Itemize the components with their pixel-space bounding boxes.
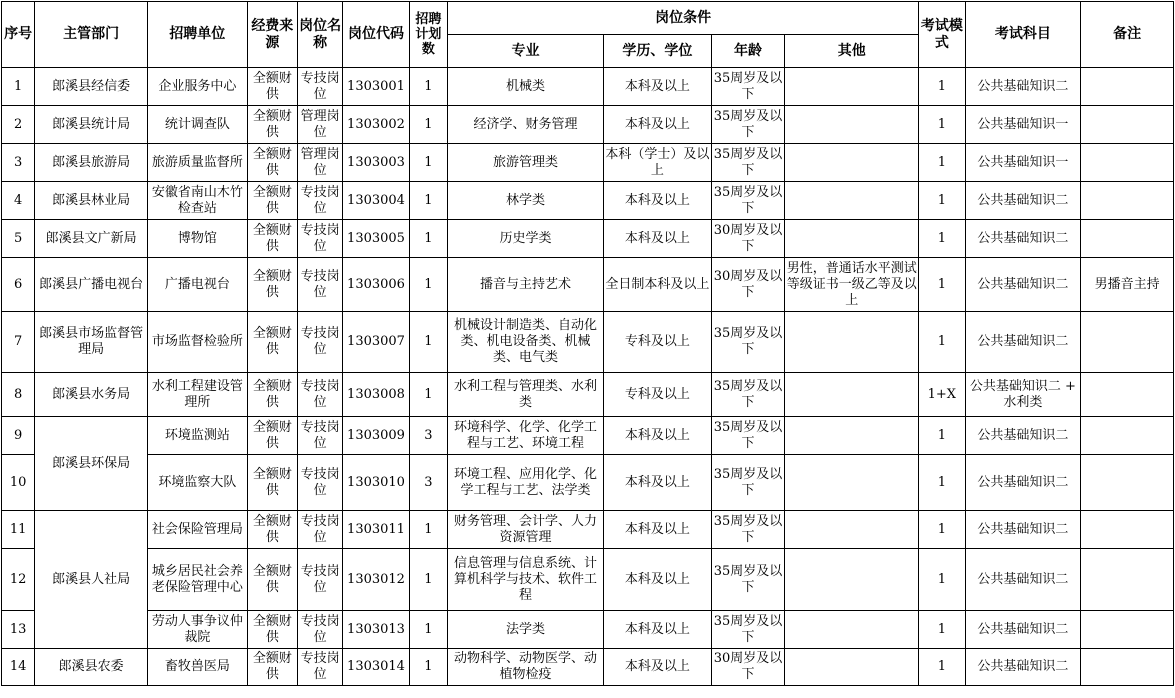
table-row: [2, 68, 1174, 106]
subject-text: 公共基础知识二 + 水利类: [969, 378, 1076, 410]
cell-unit: 安徽省南山木竹检查站: [147, 182, 247, 220]
header-fund: 经费来源: [247, 2, 297, 68]
cell-remark: [1081, 312, 1174, 373]
cell-unit: 城乡居民社会养老保险管理中心: [147, 549, 247, 611]
cell-other: [785, 455, 919, 511]
cell-code: 1303005: [343, 220, 409, 258]
cell-other: [785, 220, 919, 258]
cell-fund: 全额财供: [247, 511, 297, 549]
cell-code: 1303001: [343, 68, 409, 106]
cell-plan: 1: [409, 68, 447, 106]
cell-subject: 公共基础知识二: [965, 220, 1081, 258]
cell-other: [785, 611, 919, 649]
cell-fund: 全额财供: [247, 258, 297, 312]
cell-edu: 本科（学士）及以上: [604, 144, 712, 182]
cell-post: 专技岗位: [297, 373, 342, 417]
cell-post: 专技岗位: [297, 511, 342, 549]
cell-post: 专技岗位: [297, 549, 342, 611]
cell-mode: 1+X: [919, 373, 965, 417]
cell-edu: 本科及以上: [604, 649, 712, 686]
cell-code: 1303006: [343, 258, 409, 312]
cell-age: 35周岁及以下: [711, 106, 785, 144]
cell-seq: 11: [2, 511, 35, 549]
cell-unit: 畜牧兽医局: [147, 649, 247, 686]
cell-fund: 全额财供: [247, 549, 297, 611]
cell-major: 环境科学、化学、化学工程与工艺、环境工程: [447, 417, 603, 455]
cell-edu: 本科及以上: [604, 455, 712, 511]
cell-seq: 8: [2, 373, 35, 417]
cell-seq: 7: [2, 312, 35, 373]
cell-unit: 水利工程建设管理所: [147, 373, 247, 417]
cell-code: 1303013: [343, 611, 409, 649]
cell-unit: 市场监督检验所: [147, 312, 247, 373]
cell-post: 专技岗位: [297, 611, 342, 649]
cell-plan: 1: [409, 258, 447, 312]
cell-unit: 环境监察大队: [147, 455, 247, 511]
cell-fund: 全额财供: [247, 312, 297, 373]
cell-major: 财务管理、会计学、人力资源管理: [447, 511, 603, 549]
cell-major: 机械设计制造类、自动化类、机电设备类、机械类、电气类: [447, 312, 603, 373]
cell-seq: 5: [2, 220, 35, 258]
cell-remark: [1081, 611, 1174, 649]
cell-dept: 郎溪县林业局: [35, 182, 148, 220]
cell-major: 水利工程与管理类、水利类: [447, 373, 603, 417]
table-row: [2, 106, 1174, 144]
cell-plan: 3: [409, 417, 447, 455]
cell-plan: 1: [409, 549, 447, 611]
header-major: 专业: [447, 35, 603, 68]
table-row: [2, 611, 1174, 649]
cell-remark: [1081, 373, 1174, 417]
cell-edu: 本科及以上: [604, 182, 712, 220]
table-row: [2, 312, 1174, 373]
cell-fund: 全额财供: [247, 417, 297, 455]
cell-fund: 全额财供: [247, 455, 297, 511]
header-seq: 序号: [2, 2, 35, 68]
cell-major: 机械类: [447, 68, 603, 106]
cell-mode: 1: [919, 106, 965, 144]
cell-dept: 郎溪县市场监督管理局: [35, 312, 148, 373]
cell-other: [785, 417, 919, 455]
table-row: [2, 182, 1174, 220]
cell-plan: 1: [409, 182, 447, 220]
cell-edu: 本科及以上: [604, 611, 712, 649]
cell-dept: 郎溪县环保局: [35, 417, 148, 511]
cell-edu: 本科及以上: [604, 549, 712, 611]
cell-dept: 郎溪县旅游局: [35, 144, 148, 182]
cell-age: 35周岁及以下: [711, 611, 785, 649]
cell-age: 35周岁及以下: [711, 373, 785, 417]
header-other: 其他: [785, 35, 919, 68]
header-age: 年龄: [711, 35, 785, 68]
header-exam-mode: 考试模式: [919, 2, 965, 68]
cell-subject: 公共基础知识二: [965, 549, 1081, 611]
cell-major: 环境工程、应用化学、化学工程与工艺、法学类: [447, 455, 603, 511]
cell-other: 男性，普通话水平测试等级证书一级乙等及以上: [785, 258, 919, 312]
cell-subject: 公共基础知识二: [965, 611, 1081, 649]
cell-other: [785, 511, 919, 549]
cell-edu: 全日制本科及以上: [604, 258, 712, 312]
header-dept: 主管部门: [35, 2, 148, 68]
cell-dept: 郎溪县经信委: [35, 68, 148, 106]
cell-code: 1303008: [343, 373, 409, 417]
cell-dept: 郎溪县统计局: [35, 106, 148, 144]
cell-remark: [1081, 144, 1174, 182]
cell-seq: 6: [2, 258, 35, 312]
table-row: [2, 549, 1174, 611]
header-plan: 招聘计划数: [409, 2, 447, 68]
cell-mode: 1: [919, 611, 965, 649]
cell-mode: 1: [919, 649, 965, 686]
cell-edu: 专科及以上: [604, 312, 712, 373]
cell-subject: 公共基础知识二: [965, 312, 1081, 373]
cell-dept: 郎溪县人社局: [35, 511, 148, 649]
cell-remark: [1081, 68, 1174, 106]
table-row: [2, 144, 1174, 182]
cell-fund: 全额财供: [247, 106, 297, 144]
table-row: [2, 417, 1174, 455]
header-remark: 备注: [1081, 2, 1174, 68]
cell-seq: 1: [2, 68, 35, 106]
cell-seq: 2: [2, 106, 35, 144]
cell-code: 1303009: [343, 417, 409, 455]
cell-mode: 1: [919, 312, 965, 373]
cell-age: 30周岁及以下: [711, 220, 785, 258]
header-edu: 学历、学位: [604, 35, 712, 68]
cell-remark: [1081, 649, 1174, 686]
header-conditions: 岗位条件: [447, 2, 918, 35]
cell-fund: 全额财供: [247, 68, 297, 106]
cell-major: 历史学类: [447, 220, 603, 258]
cell-mode: 1: [919, 258, 965, 312]
cell-major: 旅游管理类: [447, 144, 603, 182]
cell-dept: 郎溪县水务局: [35, 373, 148, 417]
cell-mode: 1: [919, 144, 965, 182]
cell-other: [785, 144, 919, 182]
cell-post: 管理岗位: [297, 106, 342, 144]
cell-dept: 郎溪县广播电视台: [35, 258, 148, 312]
cell-code: 1303014: [343, 649, 409, 686]
cell-other: [785, 182, 919, 220]
cell-unit: 统计调查队: [147, 106, 247, 144]
cell-plan: 1: [409, 312, 447, 373]
cell-post: 专技岗位: [297, 258, 342, 312]
cell-major: 信息管理与信息系统、计算机科学与技术、软件工程: [447, 549, 603, 611]
cell-edu: 本科及以上: [604, 68, 712, 106]
cell-fund: 全额财供: [247, 220, 297, 258]
cell-seq: 13: [2, 611, 35, 649]
cell-code: 1303011: [343, 511, 409, 549]
cell-plan: 1: [409, 511, 447, 549]
cell-code: 1303007: [343, 312, 409, 373]
cell-subject: 公共基础知识二: [965, 649, 1081, 686]
table-row: [2, 649, 1174, 686]
cell-post: 专技岗位: [297, 417, 342, 455]
cell-major: 经济学、财务管理: [447, 106, 603, 144]
cell-plan: 3: [409, 455, 447, 511]
cell-mode: 1: [919, 182, 965, 220]
cell-remark: [1081, 511, 1174, 549]
cell-seq: 14: [2, 649, 35, 686]
cell-post: 专技岗位: [297, 182, 342, 220]
cell-mode: 1: [919, 417, 965, 455]
cell-other: [785, 106, 919, 144]
cell-fund: 全额财供: [247, 611, 297, 649]
cell-edu: 本科及以上: [604, 511, 712, 549]
table-row: [2, 258, 1174, 312]
cell-remark: [1081, 182, 1174, 220]
cell-code: 1303012: [343, 549, 409, 611]
cell-seq: 10: [2, 455, 35, 511]
table-row: [2, 455, 1174, 511]
cell-dept: 郎溪县文广新局: [35, 220, 148, 258]
cell-seq: 3: [2, 144, 35, 182]
cell-major: 林学类: [447, 182, 603, 220]
table-row: [2, 220, 1174, 258]
header-exam-subject: 考试科目: [965, 2, 1081, 68]
cell-code: 1303003: [343, 144, 409, 182]
cell-other: [785, 312, 919, 373]
cell-mode: 1: [919, 549, 965, 611]
cell-code: 1303002: [343, 106, 409, 144]
cell-plan: 1: [409, 144, 447, 182]
cell-subject: [965, 373, 1081, 417]
cell-age: 35周岁及以下: [711, 182, 785, 220]
cell-age: 35周岁及以下: [711, 417, 785, 455]
recruitment-table: [1, 1, 1174, 686]
cell-mode: 1: [919, 511, 965, 549]
cell-plan: 1: [409, 220, 447, 258]
cell-fund: 全额财供: [247, 373, 297, 417]
table-row: [2, 511, 1174, 549]
cell-subject: 公共基础知识二: [965, 68, 1081, 106]
cell-other: [785, 373, 919, 417]
cell-fund: 全额财供: [247, 182, 297, 220]
cell-major: 动物科学、动物医学、动植物检疫: [447, 649, 603, 686]
cell-remark: [1081, 417, 1174, 455]
cell-fund: 全额财供: [247, 144, 297, 182]
cell-post: 专技岗位: [297, 455, 342, 511]
cell-post: 专技岗位: [297, 649, 342, 686]
cell-unit: 劳动人事争议仲裁院: [147, 611, 247, 649]
cell-edu: 专科及以上: [604, 373, 712, 417]
cell-major: 法学类: [447, 611, 603, 649]
cell-remark: [1081, 455, 1174, 511]
cell-plan: 1: [409, 373, 447, 417]
cell-seq: 4: [2, 182, 35, 220]
cell-other: [785, 649, 919, 686]
cell-seq: 9: [2, 417, 35, 455]
cell-edu: 本科及以上: [604, 220, 712, 258]
cell-post: 专技岗位: [297, 68, 342, 106]
cell-mode: 1: [919, 455, 965, 511]
cell-subject: 公共基础知识二: [965, 511, 1081, 549]
cell-unit: 环境监测站: [147, 417, 247, 455]
cell-age: 35周岁及以下: [711, 68, 785, 106]
cell-subject: 公共基础知识二: [965, 182, 1081, 220]
cell-age: 35周岁及以下: [711, 312, 785, 373]
table-row: [2, 373, 1174, 417]
cell-plan: 1: [409, 106, 447, 144]
cell-unit: 企业服务中心: [147, 68, 247, 106]
cell-code: 1303004: [343, 182, 409, 220]
cell-post: 专技岗位: [297, 220, 342, 258]
cell-unit: 社会保险管理局: [147, 511, 247, 549]
cell-subject: 公共基础知识二: [965, 455, 1081, 511]
cell-major: 播音与主持艺术: [447, 258, 603, 312]
cell-subject: 公共基础知识一: [965, 144, 1081, 182]
cell-age: 35周岁及以下: [711, 511, 785, 549]
header-unit: 招聘单位: [147, 2, 247, 68]
cell-remark: 男播音主持: [1081, 258, 1174, 312]
cell-unit: 广播电视台: [147, 258, 247, 312]
cell-plan: 1: [409, 649, 447, 686]
cell-post: 管理岗位: [297, 144, 342, 182]
cell-remark: [1081, 106, 1174, 144]
cell-mode: 1: [919, 68, 965, 106]
cell-seq: 12: [2, 549, 35, 611]
cell-other: [785, 68, 919, 106]
cell-subject: 公共基础知识二: [965, 417, 1081, 455]
header-post-name: 岗位名称: [297, 2, 342, 68]
cell-other: [785, 549, 919, 611]
cell-remark: [1081, 220, 1174, 258]
header-post-code: 岗位代码: [343, 2, 409, 68]
cell-code: 1303010: [343, 455, 409, 511]
cell-fund: 全额财供: [247, 649, 297, 686]
cell-unit: 旅游质量监督所: [147, 144, 247, 182]
cell-subject: 公共基础知识一: [965, 106, 1081, 144]
cell-age: 30周岁及以下: [711, 258, 785, 312]
cell-dept: 郎溪县农委: [35, 649, 148, 686]
cell-remark: [1081, 549, 1174, 611]
cell-plan: 1: [409, 611, 447, 649]
cell-age: 35周岁及以下: [711, 144, 785, 182]
cell-age: 35周岁及以下: [711, 455, 785, 511]
cell-age: 35周岁及以下: [711, 549, 785, 611]
cell-mode: 1: [919, 220, 965, 258]
cell-edu: 本科及以上: [604, 417, 712, 455]
cell-post: 专技岗位: [297, 312, 342, 373]
cell-age: 30周岁及以下: [711, 649, 785, 686]
cell-subject: 公共基础知识二: [965, 258, 1081, 312]
cell-unit: 博物馆: [147, 220, 247, 258]
cell-edu: 本科及以上: [604, 106, 712, 144]
